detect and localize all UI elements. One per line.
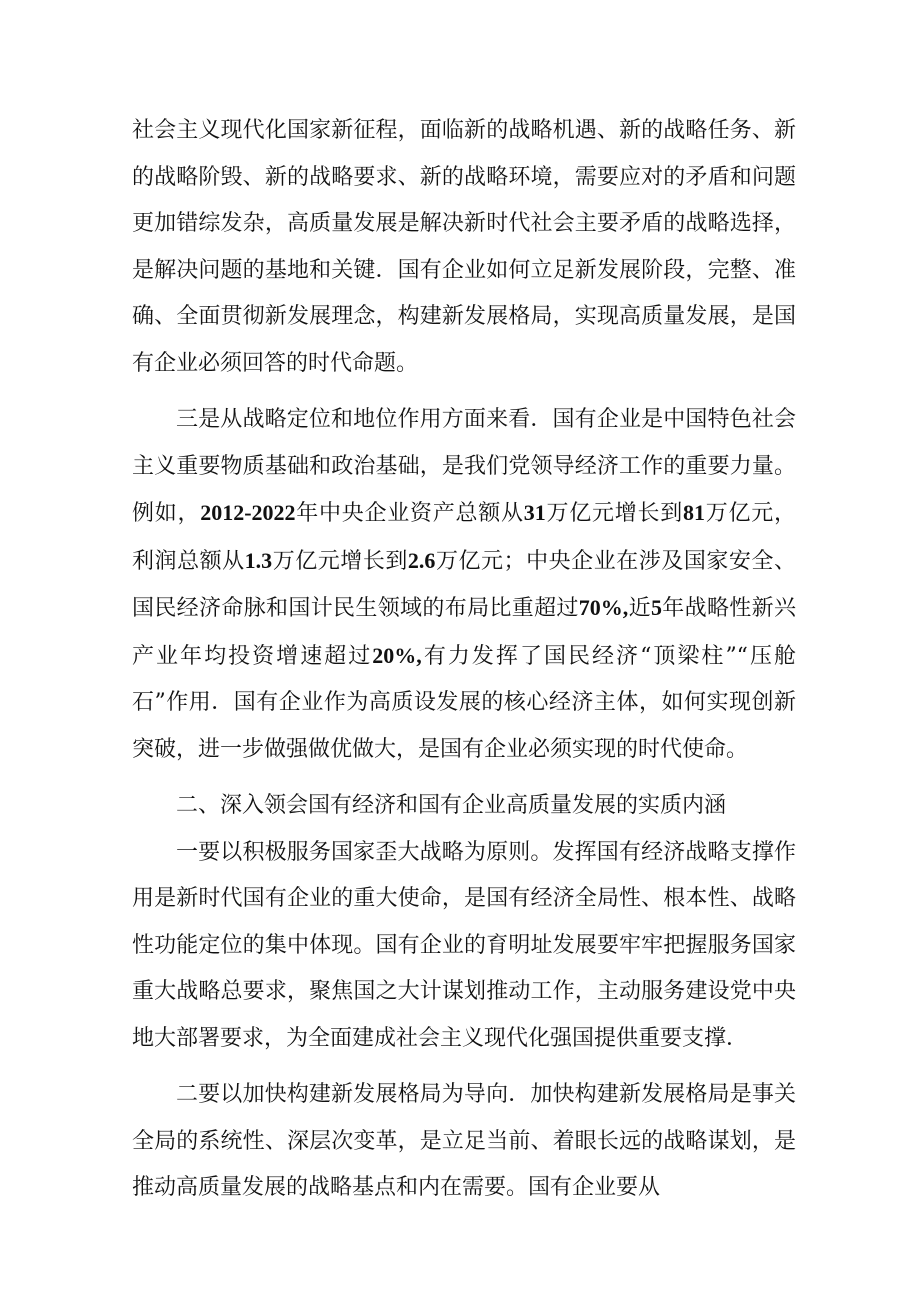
document-body [132,108,796,1212]
paragraph-text: 万亿元，利润总额从 [132,501,796,574]
layout-share-value: 70%, [578,595,629,620]
asset-start-value: 31 [523,500,546,525]
paragraph-text: 万亿元增长到 [545,501,683,526]
paragraph-text: 二要以加快构建新发展格局为导向．加快构建新发展格局是事关全局的系统性、深层次变革，是立足当前、着眼长远的战略谋划，是推动高质量发展的战略基点和内在需要。国有企业要从 [132,1082,796,1200]
paragraph-text: 三是从战略定位和地位作用方面来看．国有企业是中国特色社会主义重要物质基础和政治基础，是我们党领导经济工作的重要力量。例如， [132,407,796,526]
paragraph-text: 社会主义现代化国家新征程，面临新的战略机遇、新的战略任务、新的战略阶毁、新的战略要求、新的战略环境，需要应对的矛盾和问题更加错综发杂，高质量发展是解决新时代社会主要矛盾的战略选择，是解决问题的基地和关键．国有企业如何立足新发展阶段，完整、准确、全面贯彻新发展理念，构建新发展格局，实现高质量发展，是国有企业必须回答的时代命题。 [132,118,796,376]
section-heading-text: 二、深入领会国有经济和国有企业高质量发展的实质内涵 [176,793,727,818]
years-count-value: 5 [650,595,662,620]
year-range: 2012-2022 [200,500,296,525]
paragraph-text: 近 [628,596,651,621]
investment-growth-value: 20%, [372,642,422,668]
paragraph-text: 万亿元；中央企业在涉及国家安全、国民经济命脉和国计民生领域的布局比重超过 [132,548,796,621]
paragraph-text: 万亿元增长到 [272,548,408,574]
paragraph-continuation [132,108,796,387]
paragraph-first-principle [132,830,796,1063]
paragraph-text: 年战略性新兴产业年均投资增速超过 [132,596,796,669]
paragraph-second-principle [132,1072,796,1212]
paragraph-third-point [132,397,796,773]
paragraph-text: 有力发挥了国民经济“顶梁柱”“压舱石”作用．国有企业作为高质设发展的核心经济主体，如何实现创新突破，进一步做强做优做大，是国有企业必须实现的时代使命。 [132,643,796,762]
profit-start-value: 1.3 [244,547,273,573]
paragraph-text: 年中央企业资产总额从 [295,501,524,526]
section-heading [132,783,796,830]
asset-end-value: 81 [682,500,705,525]
paragraph-text: 一要以积极服务国家歪大战略为原则。发挥国有经济战略支撑作用是新时代国有企业的重大使命，是国有经济全局性、根本性、战略性功能定位的集中体现。国有企业的育明址发展要牢牢把握服务国家重大战略总要求，聚焦国之大计谋划推动工作，主动服务建设党中央地大部署要求，为全面建成社会主义现代化强国提供重要支撑． [132,839,796,1051]
profit-end-value: 2.6 [407,547,436,573]
